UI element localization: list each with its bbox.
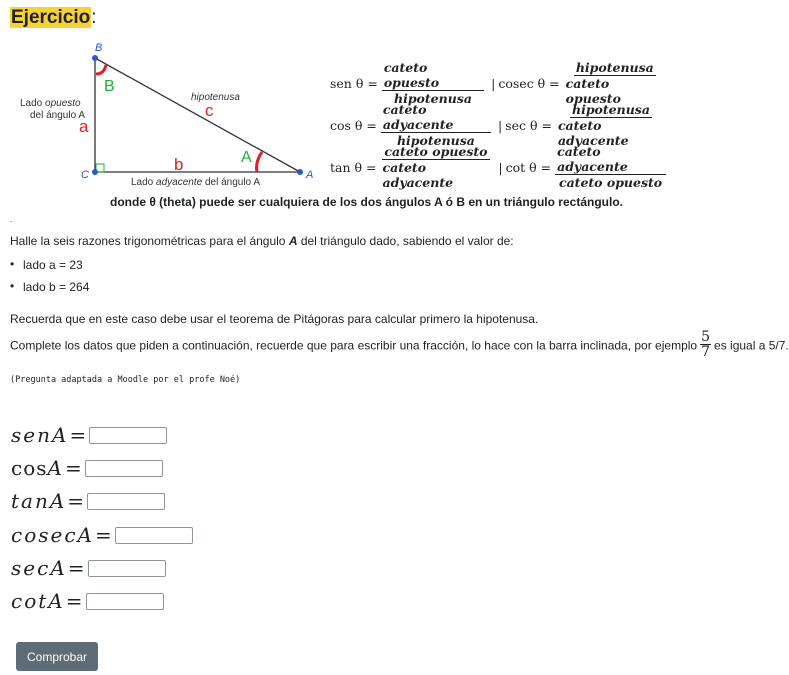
formula-cos-name: cos θ =: [330, 117, 377, 133]
sec-a-input[interactable]: [88, 560, 166, 577]
side-a-label: a: [79, 117, 89, 136]
formula-cosec-fraction: $\frac{\text{hipotenusa}}{\text{cateto opuesto}}$: [565, 60, 654, 106]
angle-b-arc: [96, 65, 106, 74]
formula-cot-name: cot θ =: [505, 159, 552, 175]
right-triangle-diagram: [0, 36, 330, 192]
stray-dot: .: [10, 215, 13, 224]
cosec-a-input[interactable]: [115, 527, 193, 544]
side-c-label: c: [205, 101, 214, 120]
vertex-a-label: A: [306, 169, 314, 181]
angle-a-arc: [257, 152, 262, 172]
question-tan: [11, 489, 165, 513]
formula-sen-name: sen θ =: [330, 75, 378, 91]
question-sec-label: secA=: [11, 556, 87, 580]
tan-a-input[interactable]: [87, 493, 165, 510]
question-cosec: [11, 523, 193, 547]
list-item: • lado a = 23: [10, 258, 83, 272]
question-sen: [11, 423, 167, 447]
formula-separator: |: [491, 75, 496, 91]
hypotenuse-label: hipotenusa: [191, 92, 240, 103]
fraction-instruction: Complete los datos que piden a continuación, recuerde que para escribir una fracción, lo hace con la barra inclinada, por ejemplo $\frac{5}{7}$ es igual a 5/7.: [10, 329, 789, 360]
vertex-b-label: B: [95, 42, 103, 54]
formula-sec-name: sec θ =: [505, 117, 552, 133]
formula-cot-fraction: $\frac{\text{cateto adyacente}}{\text{cateto opuesto}}$: [555, 144, 666, 190]
reminder-text: Recuerda que en este caso debe usar el teorema de Pitágoras para calcular primero la hipotenusa.: [10, 312, 539, 326]
formula-row-sen-cosec: [330, 62, 670, 104]
exercise-title: Ejercicio: [11, 7, 91, 28]
vertex-a-point: [297, 169, 303, 175]
vertex-b-point: [92, 55, 98, 61]
angle-b-label: B: [104, 78, 115, 95]
opposite-side-label-line2: del ángulo A: [30, 110, 86, 121]
formula-sen-fraction: $\frac{\text{cateto opuesto}}{\text{hipotenusa}}$: [382, 60, 484, 106]
question-sec: [11, 556, 166, 580]
example-fraction: $\frac{5}{7}$: [701, 329, 711, 360]
formula-tan-fraction: $\frac{\text{cateto opuesto}}{\text{cateto adyacente}}$: [382, 144, 488, 190]
formula-sec-fraction: $\frac{\text{hipotenusa}}{\text{cateto adyacente}}$: [557, 102, 650, 148]
question-sen-label: senA=: [11, 423, 89, 447]
cos-a-input[interactable]: [85, 460, 163, 477]
question-tan-label: tanA=: [11, 489, 87, 513]
exercise-heading: [10, 7, 97, 29]
question-cos-label: cosA=: [11, 456, 84, 480]
list-item: • lado b = 264: [10, 280, 89, 294]
question-cosec-label: cosecA=: [11, 523, 114, 547]
angle-a-label: A: [241, 149, 252, 166]
side-b-label: b: [174, 155, 184, 174]
opposite-side-label: Lado opuesto: [20, 98, 81, 109]
formula-separator: |: [497, 117, 503, 133]
diagram-caption: donde θ (theta) puede ser cualquiera de los dos ángulos A ó B en un triángulo rectángulo.: [110, 195, 623, 209]
check-button[interactable]: Comprobar: [16, 642, 98, 671]
trig-formulas: [330, 62, 670, 188]
formula-row-cos-sec: [330, 104, 670, 146]
formula-separator: |: [498, 159, 503, 175]
question-cot: [11, 589, 164, 613]
instruction-text: Halle la seis razones trigonométricas para el ángulo A del triángulo dado, sabiendo el valor de:: [10, 234, 514, 248]
cot-a-input[interactable]: [86, 593, 164, 610]
question-cot-label: cotA=: [11, 589, 85, 613]
sen-a-input[interactable]: [89, 427, 167, 444]
heading-colon: :: [91, 7, 97, 28]
formula-tan-name: tan θ =: [330, 159, 377, 175]
vertex-c-point: [92, 169, 98, 175]
formula-cos-fraction: $\frac{\text{cateto adyacente}}{\text{hipotenusa}}$: [381, 102, 491, 148]
vertex-c-label: C: [81, 169, 89, 181]
question-cos: [11, 456, 163, 480]
adjacent-side-label: Lado adyacente del ángulo A: [131, 177, 261, 188]
credit-note: (Pregunta adaptada a Moodle por el profe Noé): [10, 375, 241, 385]
formula-cosec-name: cosec θ =: [498, 75, 560, 91]
formula-row-tan-cot: [330, 146, 670, 188]
hypotenuse-line: [95, 58, 300, 172]
